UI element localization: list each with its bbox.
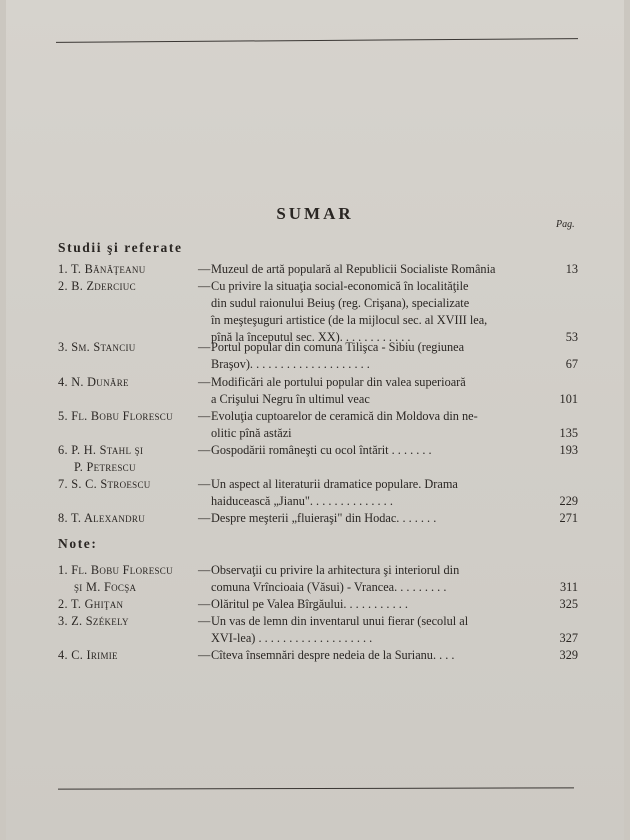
entry-dash: — — [198, 477, 211, 491]
entry-author: 3. Sm. Stanciu — [58, 340, 136, 354]
entry-dash: — — [198, 409, 211, 423]
entry-page-number: 329 — [559, 648, 578, 662]
entry-page-number: 53 — [565, 330, 578, 344]
entry-page-number: 193 — [559, 443, 578, 457]
entry-author: 2. B. Zderciuc — [58, 279, 136, 293]
section-heading-note: Note: — [58, 536, 98, 551]
entry-title: Despre meşterii „fluieraşi" din Hodac. . . . . . . — [211, 511, 437, 525]
entry-page-number: 13 — [565, 262, 578, 276]
entry-title: Gospodării româneşti cu ocol întărit . . . . . . . — [211, 443, 432, 457]
entry-author: 4. C. Irimie — [58, 648, 118, 662]
section-heading-studii: Studii şi referate — [58, 240, 183, 255]
entry-page-number: 67 — [565, 357, 578, 371]
entry-author: 5. Fl. Bobu Florescu — [58, 409, 173, 423]
entry-dash: — — [198, 375, 211, 389]
entry-title: Cîteva însemnări despre nedeia de la Surianu. . . . — [211, 648, 455, 662]
entry-title: Modificări ale portului popular din valea superioară a Crişului Negru în ultimul veac — [211, 375, 466, 406]
entry-author: 3. Z. Székely — [58, 614, 129, 628]
entry-page-number: 271 — [559, 511, 578, 525]
entry-title: Un vas de lemn din inventarul unui fierar (secolul al XVI-lea) . . . . . . . . . . . . . . . . . . . — [211, 614, 469, 645]
entry-author: 1. Fl. Bobu Florescu şi M. Focşa — [58, 563, 173, 594]
entry-title: Muzeul de artă populară al Republicii Socialiste România — [211, 262, 496, 276]
entry-title: Olăritul pe Valea Bîrgăului. . . . . . . . . . . — [211, 597, 408, 611]
entry-page-number: 229 — [559, 494, 578, 508]
entry-page-number: 311 — [560, 580, 578, 594]
page-title: SUMAR — [276, 204, 354, 223]
entry-author: 8. T. Alexandru — [58, 511, 146, 525]
entry-title: Portul popular din comuna Tilişca - Sibiu (regiunea Braşov). . . . . . . . . . . . . . . . . . . . — [211, 340, 465, 371]
entry-author: 7. S. C. Stroescu — [58, 477, 151, 491]
entry-title: Observaţii cu privire la arhitectura şi interiorul din comuna Vrîncioaia (Văsui) - Vrancea. . . . . . . . . — [211, 563, 460, 594]
entry-author: 2. T. Ghiţan — [58, 597, 124, 611]
entry-dash: — — [198, 648, 211, 662]
entry-title: Evoluţia cuptoarelor de ceramică din Moldova din ne- olitic pînă astăzi — [211, 409, 478, 440]
entry-dash: — — [198, 443, 211, 457]
entry-page-number: 101 — [559, 392, 578, 406]
entry-dash: — — [198, 614, 211, 628]
entry-dash: — — [198, 262, 211, 276]
entry-author: 6. P. H. Stahl şi P. Petrescu — [58, 443, 144, 474]
entry-title: Cu privire la situaţia social-economică în localităţile din sudul raionului Beiuş (reg. Crişana), specializate în meşteşuguri artistice (de la mijlocul sec. al XVIII lea, pînă la începutul sec. XX). . . . . . . . . . . . — [211, 279, 488, 344]
page-column-label: Pag. — [556, 219, 575, 230]
entry-page-number: 135 — [559, 426, 578, 440]
entry-dash: — — [198, 340, 211, 354]
entry-dash: — — [198, 597, 211, 611]
entry-page-number: 325 — [559, 597, 578, 611]
entry-dash: — — [198, 563, 211, 577]
entry-title: Un aspect al literaturii dramatice populare. Drama haiducească „Jianu". . . . . . . . . . . . . . — [211, 477, 458, 508]
entry-author: 1. T. Bănăţeanu — [58, 262, 146, 276]
entry-author: 4. N. Dunăre — [58, 375, 129, 389]
entry-dash: — — [198, 511, 211, 525]
entry-dash: — — [198, 279, 211, 293]
entry-page-number: 327 — [559, 631, 578, 645]
